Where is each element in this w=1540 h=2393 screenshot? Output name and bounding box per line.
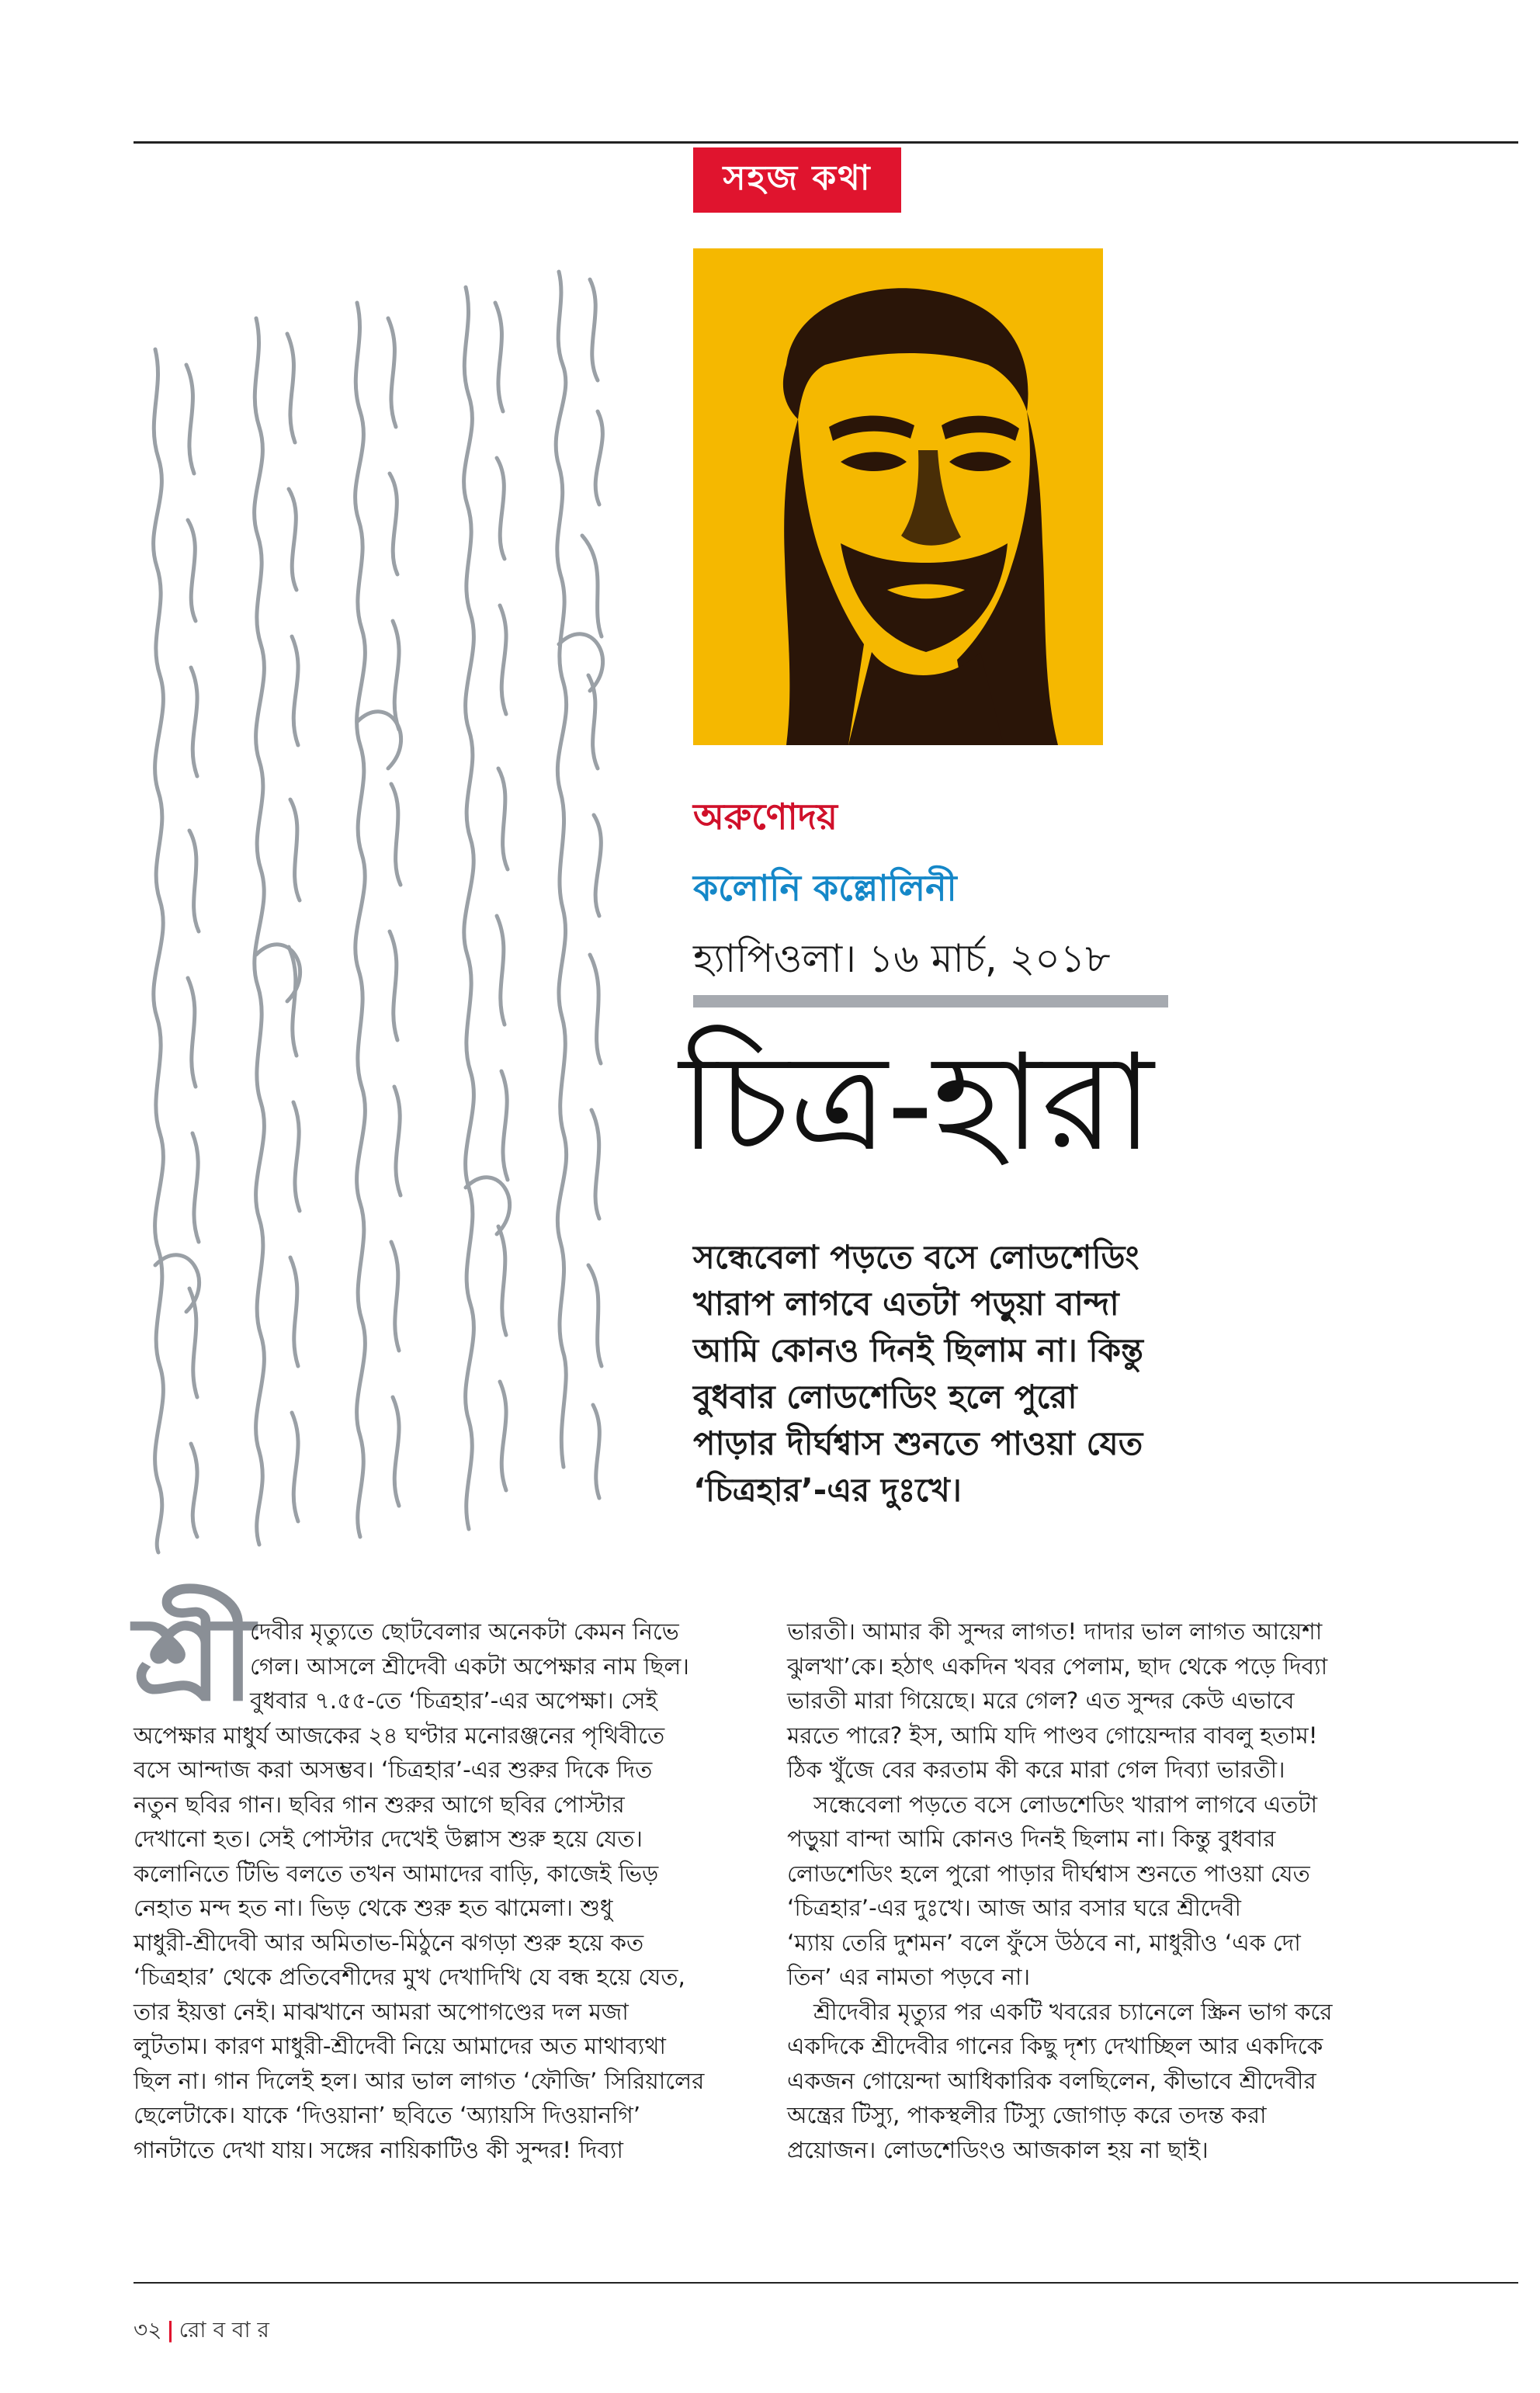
body-line: শ্রীদেবীর মৃত্যুর পর একটি খবরের চ্যানেলে স্ক্রিন ভাগ করে	[813, 1998, 1333, 2025]
author-portrait	[693, 248, 1103, 745]
body-line: তার ইয়ত্তা নেই। মাঝখানে আমরা অপোগণ্ডের দল মজা	[134, 1998, 629, 2025]
standfirst-line: সন্ধেবেলা পড়তে বসে লোডশেডিং	[693, 1238, 1139, 1276]
title-rule	[693, 995, 1168, 1007]
body-line: ‘চিত্রহার’-এর দুঃখে। আজ আর বসার ঘরে শ্রীদেবী	[787, 1895, 1241, 1921]
body-line: দেবীর মৃত্যুতে ছোটবেলার অনেকটা কেমন নিভে	[250, 1618, 679, 1645]
folio-divider: |	[166, 2317, 175, 2343]
standfirst	[693, 1234, 1252, 1514]
body-line: ভারতী। আমার কী সুন্দর লাগত! দাদার ভাল লাগত আয়েশা	[787, 1618, 1323, 1645]
standfirst-line: ‘চিত্রহার’-এর দুঃখে।	[693, 1471, 962, 1509]
body-line: দেখানো হত। সেই পোস্টার দেখেই উল্লাস শুরু হয়ে যেত।	[134, 1826, 643, 1852]
body-line: কলোনিতে টিভি বলতে তখন আমাদের বাড়ি, কাজেই ভিড়	[134, 1860, 659, 1887]
body-line: ঠিক খুঁজে বের করতাম কী করে মারা গেল দিব্যা ভারতী।	[787, 1757, 1285, 1783]
drop-cap: শ্রী	[134, 1590, 255, 1727]
body-line: লোডশেডিং হলে পুরো পাড়ার দীর্ঘশ্বাস শুনতে পাওয়া যেত	[787, 1860, 1310, 1887]
standfirst-line: পাড়ার দীর্ঘশ্বাস শুনতে পাওয়া যেত	[693, 1424, 1143, 1462]
standfirst-line: বুধবার লোডশেডিং হলে পুরো	[693, 1378, 1077, 1416]
body-line: ছেলেটাকে। যাকে ‘দিওয়ানা’ ছবিতে ‘অ্যায়সি দিওয়ানগি’	[134, 2102, 641, 2128]
body-line: নতুন ছবির গান। ছবির গান শুরুর আগে ছবির পোস্টার	[134, 1791, 625, 1818]
body-line: একদিকে শ্রীদেবীর গানের কিছু দৃশ্য দেখাচ্ছিল আর একদিকে	[787, 2033, 1323, 2059]
body-line: একজন গোয়েন্দা আধিকারিক বলছিলেন, কীভাবে শ্রীদেবীর	[787, 2067, 1316, 2094]
page-number: ৩২	[134, 2317, 162, 2343]
body-line: লুটতাম। কারণ মাধুরী-শ্রীদেবী নিয়ে আমাদের অত মাথাব্যথা	[134, 2033, 666, 2059]
body-line: অন্ত্রের টিস্যু, পাকস্থলীর টিস্যু জোগাড় করে তদন্ত করা	[787, 2102, 1267, 2128]
body-line: ‘ম্যায় তেরি দুশমন’ বলে ফুঁসে উঠবে না, মাধুরীও ‘এক দো	[787, 1929, 1301, 1956]
folio	[134, 2313, 269, 2350]
section-tag: সহজ কথা	[693, 147, 901, 213]
bottom-rule	[134, 2282, 1518, 2284]
body-column-left	[134, 1614, 754, 2167]
body-line: বসে আন্দাজ করা অসম্ভব। ‘চিত্রহার’-এর শুরুর দিকে দিত	[134, 1757, 653, 1783]
body-line: সন্ধেবেলা পড়তে বসে লোডশেডিং খারাপ লাগবে এতটা	[813, 1791, 1318, 1818]
body-line: গেল। আসলে শ্রীদেবী একটা অপেক্ষার নাম ছিল।	[250, 1653, 689, 1680]
body-line: নেহাত মন্দ হত না। ভিড় থেকে শুরু হত ঝামেলা। শুধু	[134, 1895, 613, 1921]
body-line: ‘চিত্রহার’ থেকে প্রতিবেশীদের মুখ দেখাদিখি যে বন্ধ হয়ে যেত,	[134, 1964, 685, 1990]
author-name: অরুণোদয়	[693, 796, 838, 838]
body-line: ভারতী মারা গিয়েছে। মরে গেল? এত সুন্দর কেউ এভাবে	[787, 1687, 1295, 1714]
body-column-right	[787, 1614, 1424, 2167]
body-line: মাধুরী-শ্রীদেবী আর অমিতাভ-মিঠুনে ঝগড়া শুরু হয়ে কত	[134, 1929, 644, 1956]
publication-name: রো ব বা র	[179, 2317, 269, 2343]
body-line: প্রয়োজন। লোডশেডিংও আজকাল হয় না ছাই।	[787, 2136, 1209, 2163]
body-line: তিন’ এর নামতা পড়বে না।	[787, 1964, 1031, 1990]
body-line: অপেক্ষার মাধুর্য আজকের ২৪ ঘণ্টার মনোরঞ্জনের পৃথিবীতে	[134, 1722, 665, 1749]
column-name: কলোনি কল্লোলিনী	[693, 867, 957, 909]
headline: চিত্র-হারা	[679, 1025, 1154, 1181]
body-line: ছিল না। গান দিলেই হল। আর ভাল লাগত ‘ফৌজি’ সিরিয়ালের	[134, 2067, 705, 2094]
handwritten-margin-image	[124, 256, 636, 1560]
top-rule	[134, 141, 1518, 144]
dateline: হ্যাপিওলা। ১৬ মার্চ, ২০১৮	[693, 936, 1111, 981]
body-line: পড়ুয়া বান্দা আমি কোনও দিনই ছিলাম না। কিন্তু বুধবার	[787, 1826, 1276, 1852]
standfirst-line: খারাপ লাগবে এতটা পড়ুয়া বান্দা	[693, 1285, 1119, 1323]
body-line: মরতে পারে? ইস, আমি যদি পাণ্ডব গোয়েন্দার বাবলু হতাম!	[787, 1722, 1318, 1749]
standfirst-line: আমি কোনও দিনই ছিলাম না। কিন্তু	[693, 1331, 1143, 1369]
body-line: বুধবার ৭.৫৫-তে ‘চিত্রহার’-এর অপেক্ষা। সেই	[250, 1687, 657, 1714]
body-line: ঝুলখা’কে। হঠাৎ একদিন খবর পেলাম, ছাদ থেকে পড়ে দিব্যা	[787, 1653, 1328, 1680]
body-line: গানটাতে দেখা যায়। সঙ্গের নায়িকাটিও কী সুন্দর! দিব্যা	[134, 2136, 623, 2163]
